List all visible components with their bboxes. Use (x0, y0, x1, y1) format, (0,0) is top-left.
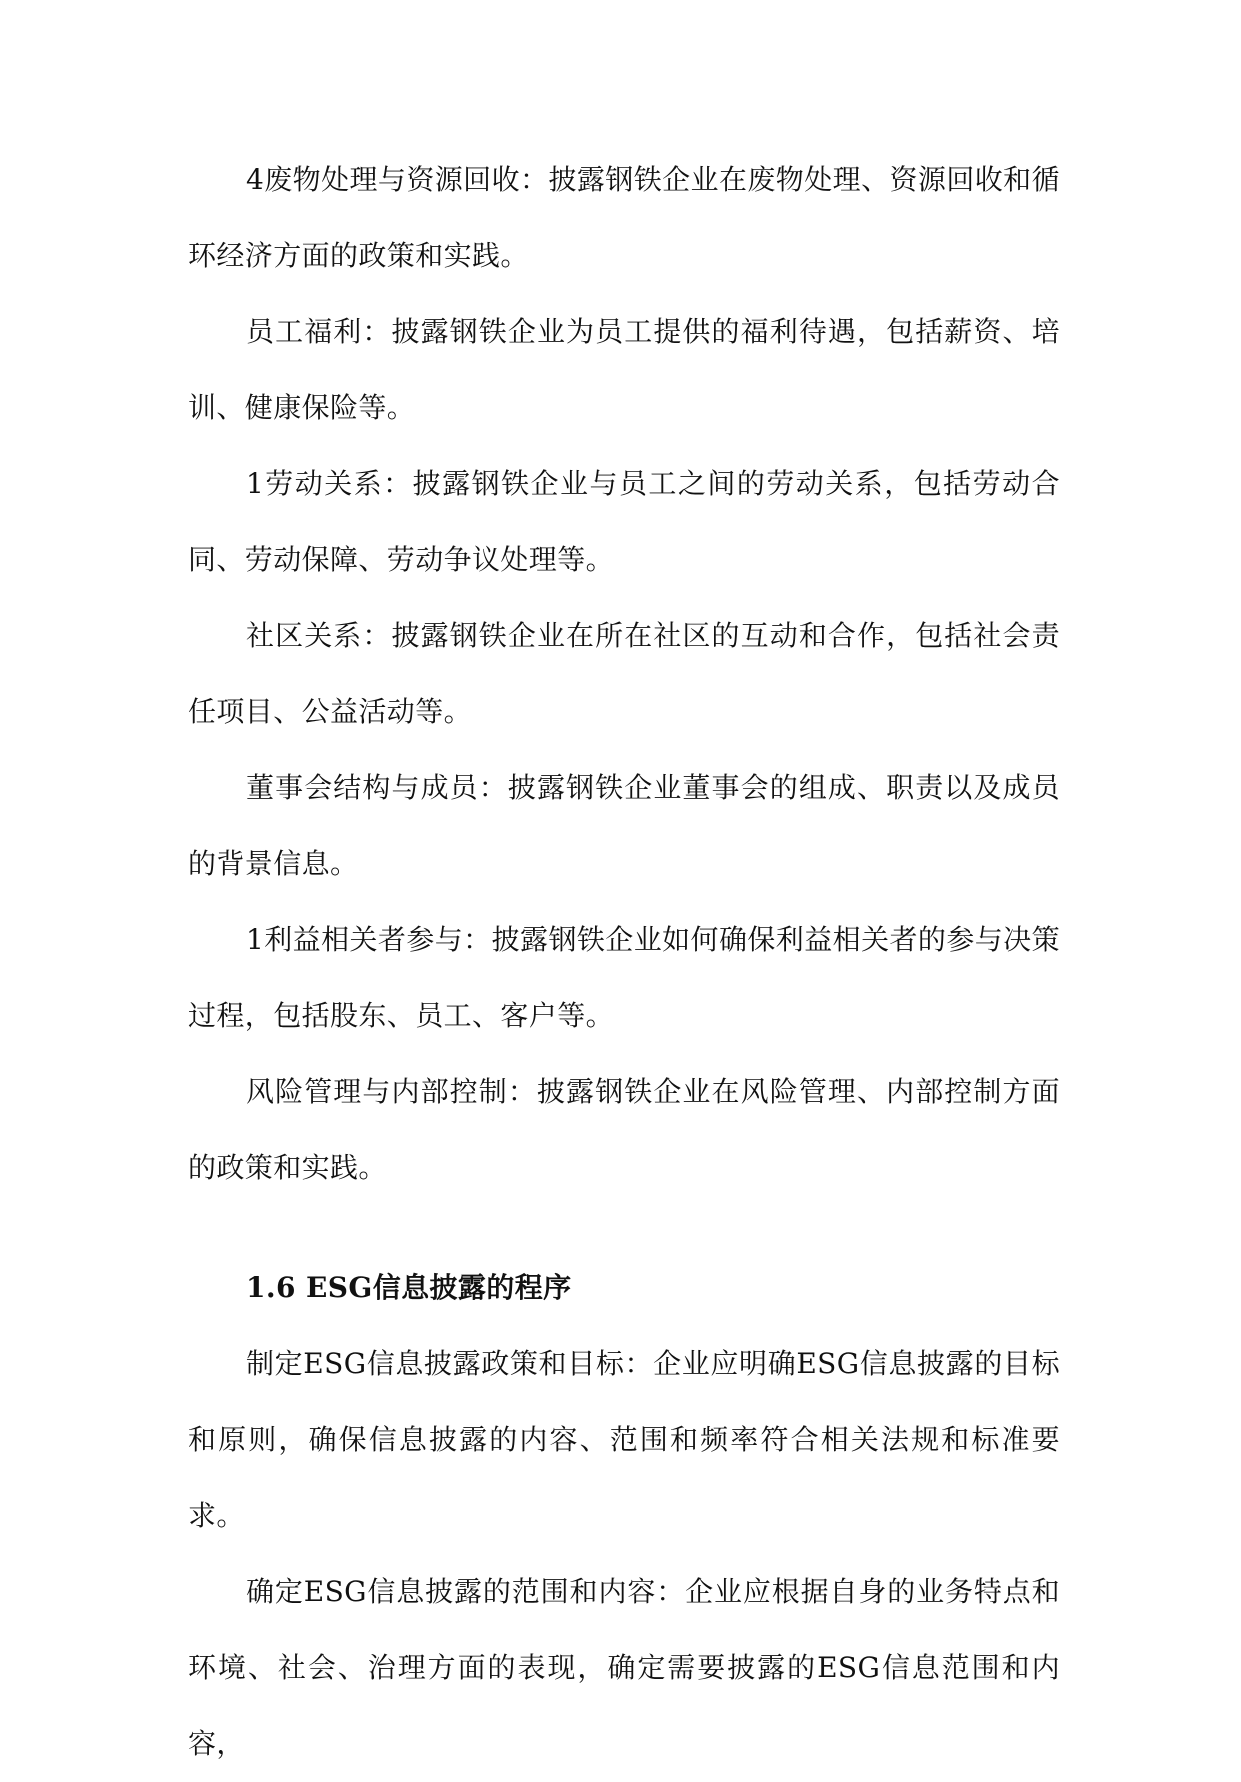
paragraph-esg-policy: 制定ESG信息披露政策和目标：企业应明确ESG信息披露的目标和原则，确保信息披露的内容、范围和频率符合相关法规和标准要求。 (188, 1347, 1060, 1532)
paragraph-risk-management: 风险管理与内部控制：披露钢铁企业在风险管理、内部控制方面的政策和实践。 (188, 1075, 1060, 1184)
document-body (188, 142, 1060, 1782)
paragraph-labor-relations: 1劳动关系：披露钢铁企业与员工之间的劳动关系，包括劳动合同、劳动保障、劳动争议处理等。 (188, 467, 1060, 576)
paragraph-board-structure: 董事会结构与成员：披露钢铁企业董事会的组成、职责以及成员的背景信息。 (188, 771, 1060, 880)
paragraph-waste-recycling: 4废物处理与资源回收：披露钢铁企业在废物处理、资源回收和循环经济方面的政策和实践。 (188, 163, 1060, 272)
section-heading: 1.6 ESG信息披露的程序 (246, 1271, 572, 1304)
paragraph-employee-welfare: 员工福利：披露钢铁企业为员工提供的福利待遇，包括薪资、培训、健康保险等。 (188, 315, 1060, 424)
paragraph-stakeholder-participation: 1利益相关者参与：披露钢铁企业如何确保利益相关者的参与决策过程，包括股东、员工、客户等。 (188, 923, 1060, 1032)
paragraph-community-relations: 社区关系：披露钢铁企业在所在社区的互动和合作，包括社会责任项目、公益活动等。 (188, 619, 1060, 728)
paragraph-esg-scope: 确定ESG信息披露的范围和内容：企业应根据自身的业务特点和环境、社会、治理方面的表现，确定需要披露的ESG信息范围和内容， (188, 1575, 1060, 1760)
